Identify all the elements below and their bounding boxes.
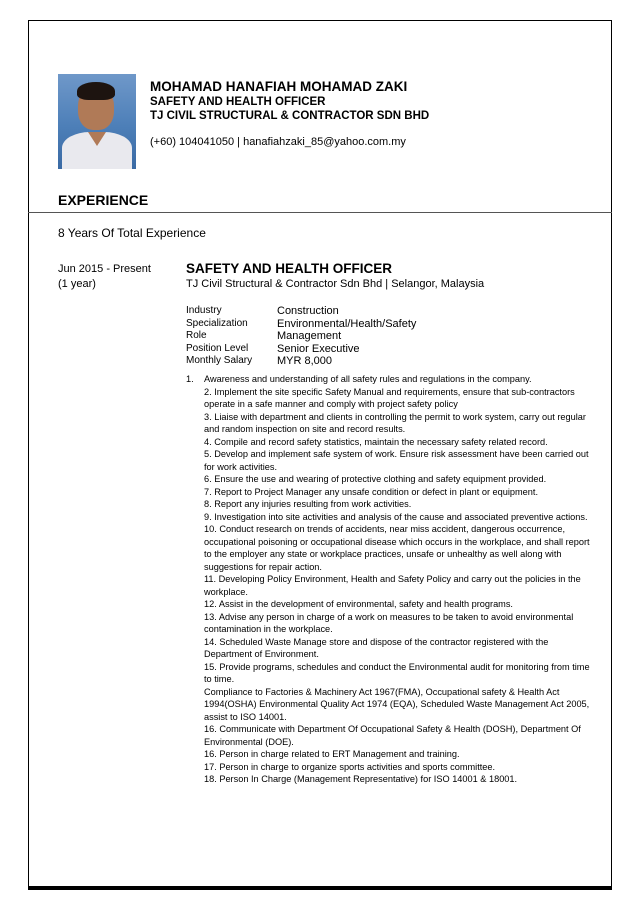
duty-item: 2. Implement the site specific Safety Manual and requirements, ensure that sub-contractors operate in a safe manner and comply with project safety policy <box>204 386 575 409</box>
detail-value: MYR 8,000 <box>277 355 333 368</box>
duty-item: 17. Person in charge to organize sports activities and sports committee. <box>204 761 496 772</box>
duty-item: 13. Advise any person in charge of a work on measures to be taken to avoid environmental contamination in the workplace. <box>204 611 574 634</box>
duty-text: Awareness and understanding of all safety rules and regulations in the company. <box>204 374 532 384</box>
job-dates <box>58 262 151 292</box>
detail-label: Monthly Salary <box>186 355 253 367</box>
experience-heading: EXPERIENCE <box>58 192 149 208</box>
duty-item: 7. Report to Project Manager any unsafe condition or defect in plant or equipment. <box>204 486 539 497</box>
profile-photo <box>58 74 136 169</box>
detail-row <box>186 330 596 343</box>
duty-item: 11. Developing Policy Environment, Health and Safety Policy and carry out the policies in the workplace. <box>204 574 581 597</box>
duty-item: 10. Conduct research on trends of accidents, near miss accident, dangerous occurrence, occupational poisoning or occupational disease which occurs in the workplace, and shall report to the employer any state or workplace practices, unsafe or unhealthy as well along with suggestions for repair action. <box>204 524 590 572</box>
detail-label: Specialization <box>186 317 248 329</box>
detail-value: Management <box>277 330 342 343</box>
duty-item: Environmental (DOE). <box>204 736 294 747</box>
duty-item: Compliance to Factories & Machinery Act 1967(FMA), Occupational safety & Health Act 1994(OSHA) Environmental Quality Act 1974 (EQA), Scheduled Waste Management Act 2005, assist to ISO 14001. <box>204 686 590 722</box>
detail-value: Senior Executive <box>277 342 360 355</box>
detail-label: Position Level <box>186 342 249 354</box>
duty-item: 3. Liaise with department and clients in controlling the permit to work system, carry out regular and random inspection on site and record results. <box>204 411 586 434</box>
duty-number: 1. <box>186 374 194 384</box>
detail-label: Industry <box>186 305 222 316</box>
duty-item: 9. Investigation into site activities and analysis of the cause and associated preventive actions. <box>204 511 588 522</box>
duty-item: 16. Communicate with Department Of Occupational Safety & Health (DOSH), Department Of <box>204 724 581 734</box>
detail-row <box>186 355 596 368</box>
job-company: TJ Civil Structural & Contractor Sdn Bhd | Selangor, Malaysia <box>186 278 485 290</box>
detail-row <box>186 305 596 318</box>
job-duties <box>186 373 596 786</box>
bottom-rule <box>28 886 612 890</box>
section-divider <box>28 212 612 213</box>
duty-item: 14. Scheduled Waste Manage store and dispose of the contractor registered with the Department of Environment. <box>204 636 549 659</box>
duty-item: 4. Compile and record safety statistics, maintain the necessary safety related record. <box>204 436 548 447</box>
duty-item: 8. Report any injuries resulting from work activities. <box>204 499 412 509</box>
duty-item: 5. Develop and implement safe system of work. Ensure risk assessment have been carried out for work activities. <box>204 449 589 472</box>
duty-item: 6. Ensure the use and wearing of protective clothing and safety equipment provided. <box>204 474 547 484</box>
job-title: SAFETY AND HEALTH OFFICER <box>186 261 393 276</box>
photo-hair <box>77 82 115 100</box>
profile-company: TJ CIVIL STRUCTURAL & CONTRACTOR SDN BHD <box>150 110 430 122</box>
duty-list <box>186 386 596 786</box>
detail-value: Construction <box>277 305 339 317</box>
profile-contact: (+60) 104041050 | hanafiahzaki_85@yahoo.com.my <box>150 136 406 148</box>
total-experience: 8 Years Of Total Experience <box>58 226 206 240</box>
duty-item: 18. Person In Charge (Management Representative) for ISO 14001 & 18001. <box>204 774 518 784</box>
profile-header <box>150 79 429 149</box>
duty-item <box>186 373 596 386</box>
duty-item: 15. Provide programs, schedules and conduct the Environmental audit for monitoring from time to time. <box>204 661 590 684</box>
detail-row <box>186 343 596 356</box>
profile-name: MOHAMAD HANAFIAH MOHAMAD ZAKI <box>150 79 408 94</box>
detail-label: Role <box>186 330 207 342</box>
job-details <box>186 305 596 368</box>
job-date-range: Jun 2015 - Present <box>58 263 151 275</box>
duty-item: 16. Person in charge related to ERT Management and training. <box>204 749 460 759</box>
detail-row <box>186 318 596 331</box>
detail-value: Environmental/Health/Safety <box>277 317 417 330</box>
profile-position: SAFETY AND HEALTH OFFICER <box>150 96 326 108</box>
job-duration: (1 year) <box>58 278 96 290</box>
job-entry <box>186 260 596 368</box>
duty-item: 12. Assist in the development of environmental, safety and health programs. <box>204 599 513 609</box>
